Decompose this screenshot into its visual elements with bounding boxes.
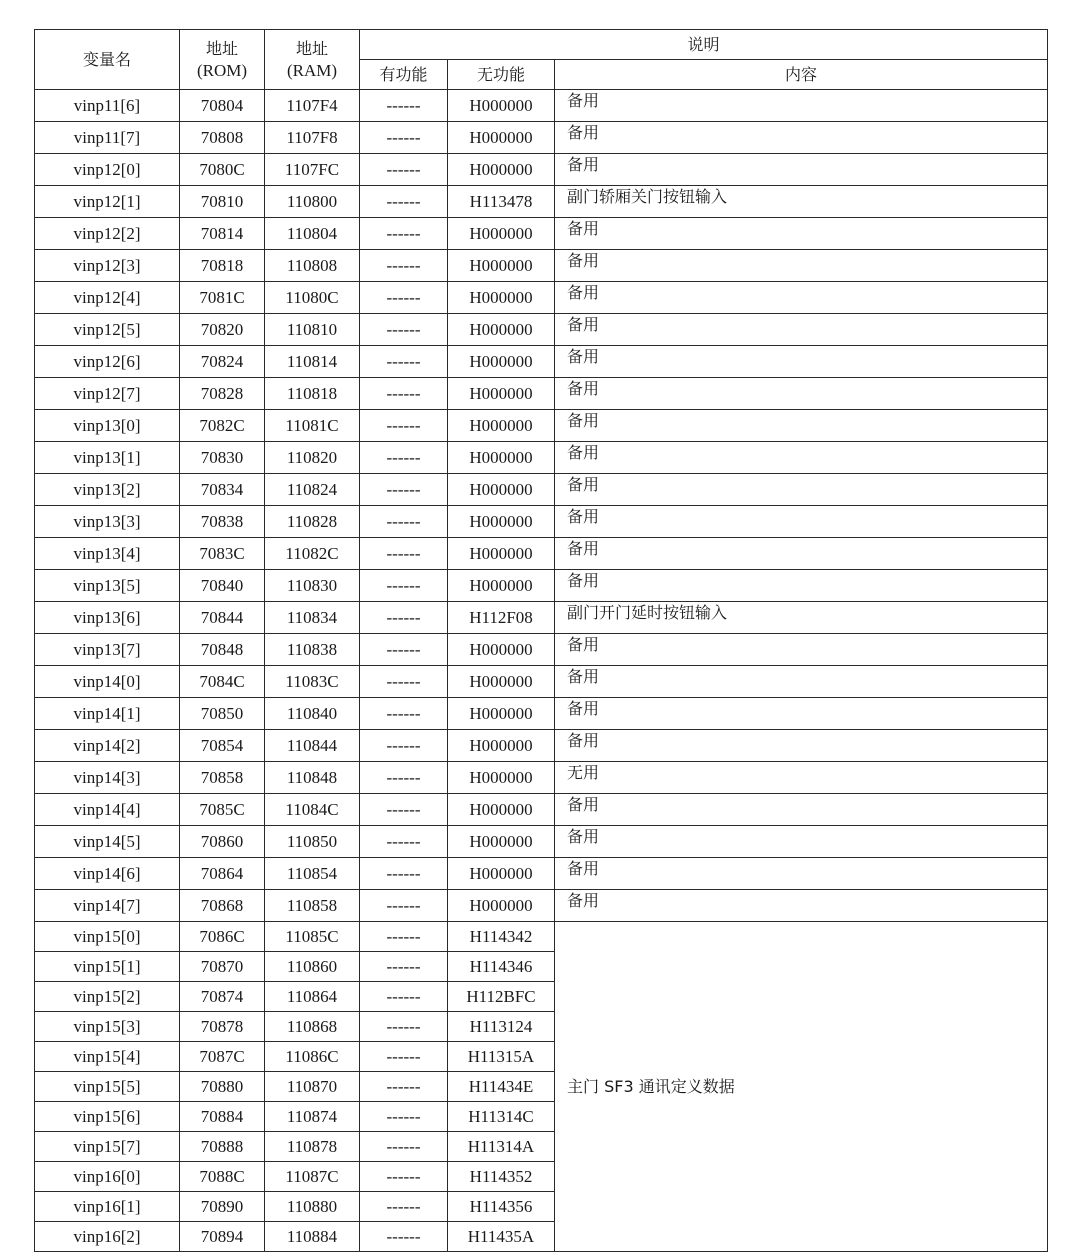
cell-addr-rom: 70884 bbox=[180, 1102, 265, 1132]
cell-content: 备用 bbox=[555, 826, 1048, 858]
cell-with-function: ------ bbox=[360, 570, 448, 602]
cell-with-function: ------ bbox=[360, 186, 448, 218]
cell-with-function: ------ bbox=[360, 154, 448, 186]
cell-with-function: ------ bbox=[360, 1222, 448, 1252]
cell-content: 备用 bbox=[555, 442, 1048, 474]
cell-with-function: ------ bbox=[360, 858, 448, 890]
cell-content-merged: 主门 SF3 通讯定义数据 bbox=[555, 922, 1048, 1252]
cell-addr-rom: 70818 bbox=[180, 250, 265, 282]
cell-addr-rom: 70840 bbox=[180, 570, 265, 602]
cell-addr-ram: 110818 bbox=[265, 378, 360, 410]
cell-without-function: H000000 bbox=[448, 250, 555, 282]
table-row bbox=[35, 378, 1048, 410]
cell-with-function: ------ bbox=[360, 1012, 448, 1042]
cell-without-function: H000000 bbox=[448, 314, 555, 346]
cell-var-name: vinp15[7] bbox=[35, 1132, 180, 1162]
cell-without-function: H000000 bbox=[448, 378, 555, 410]
cell-var-name: vinp13[6] bbox=[35, 602, 180, 634]
cell-var-name: vinp12[3] bbox=[35, 250, 180, 282]
header-addr-rom-label: 地址 bbox=[205, 38, 238, 58]
table-row bbox=[35, 794, 1048, 826]
table-row bbox=[35, 442, 1048, 474]
cell-content: 备用 bbox=[555, 122, 1048, 154]
cell-addr-rom: 7081C bbox=[180, 282, 265, 314]
table-row bbox=[35, 282, 1048, 314]
cell-with-function: ------ bbox=[360, 890, 448, 922]
header-addr-ram-sub: (RAM) bbox=[286, 60, 338, 80]
table-row bbox=[35, 186, 1048, 218]
cell-var-name: vinp14[7] bbox=[35, 890, 180, 922]
table-row bbox=[35, 826, 1048, 858]
cell-with-function: ------ bbox=[360, 602, 448, 634]
table-row bbox=[35, 922, 1048, 952]
cell-addr-ram: 110854 bbox=[265, 858, 360, 890]
cell-without-function: H000000 bbox=[448, 506, 555, 538]
cell-addr-rom: 70880 bbox=[180, 1072, 265, 1102]
cell-without-function: H113124 bbox=[448, 1012, 555, 1042]
header-addr-ram bbox=[265, 30, 360, 90]
cell-addr-ram: 110844 bbox=[265, 730, 360, 762]
cell-without-function: H114356 bbox=[448, 1192, 555, 1222]
cell-without-function: H000000 bbox=[448, 346, 555, 378]
cell-content: 备用 bbox=[555, 666, 1048, 698]
header-without-function: 无功能 bbox=[448, 60, 555, 90]
cell-addr-rom: 70888 bbox=[180, 1132, 265, 1162]
cell-without-function: H000000 bbox=[448, 218, 555, 250]
cell-addr-rom: 70890 bbox=[180, 1192, 265, 1222]
cell-without-function: H000000 bbox=[448, 890, 555, 922]
cell-with-function: ------ bbox=[360, 634, 448, 666]
cell-with-function: ------ bbox=[360, 506, 448, 538]
cell-addr-ram: 110838 bbox=[265, 634, 360, 666]
cell-addr-ram: 110864 bbox=[265, 982, 360, 1012]
header-addr-rom-sub: (ROM) bbox=[196, 60, 248, 80]
table-row bbox=[35, 570, 1048, 602]
cell-with-function: ------ bbox=[360, 762, 448, 794]
cell-var-name: vinp15[0] bbox=[35, 922, 180, 952]
cell-addr-rom: 70810 bbox=[180, 186, 265, 218]
cell-addr-rom: 70894 bbox=[180, 1222, 265, 1252]
cell-addr-ram: 11084C bbox=[265, 794, 360, 826]
cell-addr-ram: 110860 bbox=[265, 952, 360, 982]
cell-addr-ram: 110808 bbox=[265, 250, 360, 282]
cell-content: 备用 bbox=[555, 90, 1048, 122]
cell-with-function: ------ bbox=[360, 474, 448, 506]
cell-without-function: H113478 bbox=[448, 186, 555, 218]
cell-addr-ram: 1107F4 bbox=[265, 90, 360, 122]
table-row bbox=[35, 698, 1048, 730]
cell-addr-ram: 11083C bbox=[265, 666, 360, 698]
cell-with-function: ------ bbox=[360, 1102, 448, 1132]
cell-without-function: H000000 bbox=[448, 154, 555, 186]
cell-var-name: vinp12[2] bbox=[35, 218, 180, 250]
cell-addr-rom: 7083C bbox=[180, 538, 265, 570]
cell-addr-ram: 11085C bbox=[265, 922, 360, 952]
header-row-1 bbox=[35, 30, 1048, 60]
cell-without-function: H11434E bbox=[448, 1072, 555, 1102]
cell-addr-ram: 110868 bbox=[265, 1012, 360, 1042]
cell-addr-ram: 110870 bbox=[265, 1072, 360, 1102]
cell-var-name: vinp14[5] bbox=[35, 826, 180, 858]
cell-addr-ram: 110828 bbox=[265, 506, 360, 538]
table-body bbox=[35, 90, 1048, 1252]
cell-addr-rom: 70838 bbox=[180, 506, 265, 538]
header-description: 说明 bbox=[360, 30, 1048, 60]
cell-addr-ram: 11086C bbox=[265, 1042, 360, 1072]
cell-var-name: vinp15[3] bbox=[35, 1012, 180, 1042]
cell-with-function: ------ bbox=[360, 314, 448, 346]
header-addr-rom bbox=[180, 30, 265, 90]
cell-var-name: vinp13[7] bbox=[35, 634, 180, 666]
cell-addr-rom: 70808 bbox=[180, 122, 265, 154]
cell-with-function: ------ bbox=[360, 410, 448, 442]
cell-without-function: H000000 bbox=[448, 442, 555, 474]
cell-without-function: H11314A bbox=[448, 1132, 555, 1162]
cell-without-function: H114352 bbox=[448, 1162, 555, 1192]
cell-without-function: H11435A bbox=[448, 1222, 555, 1252]
cell-addr-rom: 70874 bbox=[180, 982, 265, 1012]
cell-var-name: vinp12[1] bbox=[35, 186, 180, 218]
cell-addr-ram: 11081C bbox=[265, 410, 360, 442]
cell-addr-ram: 110834 bbox=[265, 602, 360, 634]
cell-var-name: vinp14[6] bbox=[35, 858, 180, 890]
cell-with-function: ------ bbox=[360, 1042, 448, 1072]
cell-content: 备用 bbox=[555, 410, 1048, 442]
cell-content: 副门开门延时按钮输入 bbox=[555, 602, 1048, 634]
cell-without-function: H11314C bbox=[448, 1102, 555, 1132]
cell-content: 备用 bbox=[555, 282, 1048, 314]
cell-addr-ram: 110850 bbox=[265, 826, 360, 858]
cell-addr-rom: 70804 bbox=[180, 90, 265, 122]
table-row bbox=[35, 90, 1048, 122]
cell-var-name: vinp13[3] bbox=[35, 506, 180, 538]
cell-without-function: H114346 bbox=[448, 952, 555, 982]
cell-content: 备用 bbox=[555, 346, 1048, 378]
cell-addr-rom: 70870 bbox=[180, 952, 265, 982]
cell-addr-ram: 110820 bbox=[265, 442, 360, 474]
table-row bbox=[35, 474, 1048, 506]
cell-addr-ram: 110804 bbox=[265, 218, 360, 250]
cell-addr-rom: 70820 bbox=[180, 314, 265, 346]
cell-addr-rom: 70824 bbox=[180, 346, 265, 378]
cell-addr-rom: 70860 bbox=[180, 826, 265, 858]
cell-with-function: ------ bbox=[360, 730, 448, 762]
table-row bbox=[35, 410, 1048, 442]
cell-addr-rom: 70828 bbox=[180, 378, 265, 410]
cell-without-function: H000000 bbox=[448, 282, 555, 314]
header-content: 内容 bbox=[555, 60, 1048, 90]
cell-addr-rom: 70854 bbox=[180, 730, 265, 762]
cell-content: 备用 bbox=[555, 474, 1048, 506]
cell-addr-rom: 70868 bbox=[180, 890, 265, 922]
cell-content: 备用 bbox=[555, 250, 1048, 282]
table-row bbox=[35, 538, 1048, 570]
cell-addr-ram: 110810 bbox=[265, 314, 360, 346]
cell-content: 备用 bbox=[555, 858, 1048, 890]
cell-with-function: ------ bbox=[360, 1132, 448, 1162]
cell-with-function: ------ bbox=[360, 90, 448, 122]
cell-without-function: H000000 bbox=[448, 666, 555, 698]
header-var-name: 变量名 bbox=[35, 30, 180, 90]
cell-var-name: vinp13[5] bbox=[35, 570, 180, 602]
cell-addr-rom: 7087C bbox=[180, 1042, 265, 1072]
cell-var-name: vinp12[5] bbox=[35, 314, 180, 346]
cell-addr-ram: 110814 bbox=[265, 346, 360, 378]
cell-addr-ram: 110858 bbox=[265, 890, 360, 922]
cell-content: 备用 bbox=[555, 314, 1048, 346]
cell-content: 备用 bbox=[555, 794, 1048, 826]
cell-with-function: ------ bbox=[360, 282, 448, 314]
cell-with-function: ------ bbox=[360, 378, 448, 410]
cell-content: 备用 bbox=[555, 570, 1048, 602]
cell-addr-rom: 70850 bbox=[180, 698, 265, 730]
cell-without-function: H000000 bbox=[448, 698, 555, 730]
cell-addr-ram: 110840 bbox=[265, 698, 360, 730]
cell-addr-ram: 11082C bbox=[265, 538, 360, 570]
cell-addr-rom: 70830 bbox=[180, 442, 265, 474]
cell-addr-ram: 1107F8 bbox=[265, 122, 360, 154]
cell-content: 备用 bbox=[555, 218, 1048, 250]
table-row bbox=[35, 762, 1048, 794]
cell-var-name: vinp16[0] bbox=[35, 1162, 180, 1192]
cell-addr-ram: 110848 bbox=[265, 762, 360, 794]
cell-without-function: H000000 bbox=[448, 634, 555, 666]
cell-with-function: ------ bbox=[360, 826, 448, 858]
cell-without-function: H112BFC bbox=[448, 982, 555, 1012]
cell-content: 备用 bbox=[555, 730, 1048, 762]
cell-without-function: H000000 bbox=[448, 794, 555, 826]
cell-with-function: ------ bbox=[360, 538, 448, 570]
cell-with-function: ------ bbox=[360, 794, 448, 826]
cell-addr-rom: 7082C bbox=[180, 410, 265, 442]
cell-content: 备用 bbox=[555, 506, 1048, 538]
table-row bbox=[35, 346, 1048, 378]
table-row bbox=[35, 218, 1048, 250]
table-header bbox=[35, 30, 1048, 90]
cell-var-name: vinp12[4] bbox=[35, 282, 180, 314]
cell-without-function: H000000 bbox=[448, 538, 555, 570]
cell-addr-rom: 7088C bbox=[180, 1162, 265, 1192]
cell-content: 无用 bbox=[555, 762, 1048, 794]
cell-without-function: H000000 bbox=[448, 90, 555, 122]
cell-addr-rom: 70864 bbox=[180, 858, 265, 890]
cell-var-name: vinp13[4] bbox=[35, 538, 180, 570]
cell-addr-rom: 7084C bbox=[180, 666, 265, 698]
cell-content: 备用 bbox=[555, 154, 1048, 186]
variable-address-table bbox=[34, 29, 1048, 1252]
cell-addr-rom: 70878 bbox=[180, 1012, 265, 1042]
cell-addr-ram: 11087C bbox=[265, 1162, 360, 1192]
cell-var-name: vinp15[4] bbox=[35, 1042, 180, 1072]
cell-var-name: vinp15[1] bbox=[35, 952, 180, 982]
cell-addr-ram: 110884 bbox=[265, 1222, 360, 1252]
table-row bbox=[35, 506, 1048, 538]
cell-with-function: ------ bbox=[360, 1162, 448, 1192]
table-row bbox=[35, 666, 1048, 698]
cell-without-function: H000000 bbox=[448, 858, 555, 890]
cell-var-name: vinp14[4] bbox=[35, 794, 180, 826]
cell-var-name: vinp16[1] bbox=[35, 1192, 180, 1222]
cell-without-function: H112F08 bbox=[448, 602, 555, 634]
cell-var-name: vinp14[0] bbox=[35, 666, 180, 698]
cell-addr-ram: 110878 bbox=[265, 1132, 360, 1162]
table-row bbox=[35, 314, 1048, 346]
cell-var-name: vinp16[2] bbox=[35, 1222, 180, 1252]
table-row bbox=[35, 122, 1048, 154]
cell-with-function: ------ bbox=[360, 1072, 448, 1102]
cell-content: 备用 bbox=[555, 890, 1048, 922]
cell-addr-rom: 70834 bbox=[180, 474, 265, 506]
cell-addr-ram: 110830 bbox=[265, 570, 360, 602]
cell-addr-rom: 7080C bbox=[180, 154, 265, 186]
cell-with-function: ------ bbox=[360, 698, 448, 730]
cell-var-name: vinp13[2] bbox=[35, 474, 180, 506]
cell-content: 副门轿厢关门按钮输入 bbox=[555, 186, 1048, 218]
cell-var-name: vinp14[3] bbox=[35, 762, 180, 794]
table-row bbox=[35, 154, 1048, 186]
table-row bbox=[35, 602, 1048, 634]
table-row bbox=[35, 890, 1048, 922]
cell-without-function: H000000 bbox=[448, 762, 555, 794]
cell-with-function: ------ bbox=[360, 922, 448, 952]
cell-var-name: vinp13[0] bbox=[35, 410, 180, 442]
cell-addr-rom: 70858 bbox=[180, 762, 265, 794]
cell-addr-ram: 110874 bbox=[265, 1102, 360, 1132]
cell-addr-ram: 110880 bbox=[265, 1192, 360, 1222]
cell-without-function: H000000 bbox=[448, 474, 555, 506]
table-row bbox=[35, 730, 1048, 762]
cell-with-function: ------ bbox=[360, 666, 448, 698]
cell-content: 备用 bbox=[555, 378, 1048, 410]
header-addr-ram-label: 地址 bbox=[295, 38, 328, 58]
cell-without-function: H000000 bbox=[448, 730, 555, 762]
cell-without-function: H000000 bbox=[448, 410, 555, 442]
cell-addr-rom: 70814 bbox=[180, 218, 265, 250]
cell-addr-ram: 1107FC bbox=[265, 154, 360, 186]
cell-addr-rom: 70848 bbox=[180, 634, 265, 666]
cell-content: 备用 bbox=[555, 634, 1048, 666]
cell-addr-rom: 70844 bbox=[180, 602, 265, 634]
cell-var-name: vinp12[7] bbox=[35, 378, 180, 410]
cell-with-function: ------ bbox=[360, 346, 448, 378]
cell-content: 备用 bbox=[555, 538, 1048, 570]
cell-without-function: H11315A bbox=[448, 1042, 555, 1072]
cell-var-name: vinp15[6] bbox=[35, 1102, 180, 1132]
table-row bbox=[35, 634, 1048, 666]
table-row bbox=[35, 858, 1048, 890]
cell-without-function: H000000 bbox=[448, 122, 555, 154]
cell-var-name: vinp12[6] bbox=[35, 346, 180, 378]
cell-with-function: ------ bbox=[360, 250, 448, 282]
cell-without-function: H000000 bbox=[448, 570, 555, 602]
table-row bbox=[35, 250, 1048, 282]
cell-var-name: vinp14[2] bbox=[35, 730, 180, 762]
cell-with-function: ------ bbox=[360, 442, 448, 474]
cell-with-function: ------ bbox=[360, 122, 448, 154]
cell-var-name: vinp11[7] bbox=[35, 122, 180, 154]
header-with-function: 有功能 bbox=[360, 60, 448, 90]
cell-addr-ram: 11080C bbox=[265, 282, 360, 314]
cell-addr-rom: 7086C bbox=[180, 922, 265, 952]
cell-addr-ram: 110824 bbox=[265, 474, 360, 506]
cell-var-name: vinp13[1] bbox=[35, 442, 180, 474]
cell-content: 备用 bbox=[555, 698, 1048, 730]
cell-addr-ram: 110800 bbox=[265, 186, 360, 218]
cell-var-name: vinp14[1] bbox=[35, 698, 180, 730]
cell-with-function: ------ bbox=[360, 952, 448, 982]
cell-var-name: vinp12[0] bbox=[35, 154, 180, 186]
cell-with-function: ------ bbox=[360, 1192, 448, 1222]
cell-without-function: H114342 bbox=[448, 922, 555, 952]
cell-var-name: vinp15[5] bbox=[35, 1072, 180, 1102]
cell-without-function: H000000 bbox=[448, 826, 555, 858]
cell-var-name: vinp15[2] bbox=[35, 982, 180, 1012]
cell-var-name: vinp11[6] bbox=[35, 90, 180, 122]
cell-with-function: ------ bbox=[360, 982, 448, 1012]
cell-addr-rom: 7085C bbox=[180, 794, 265, 826]
cell-with-function: ------ bbox=[360, 218, 448, 250]
